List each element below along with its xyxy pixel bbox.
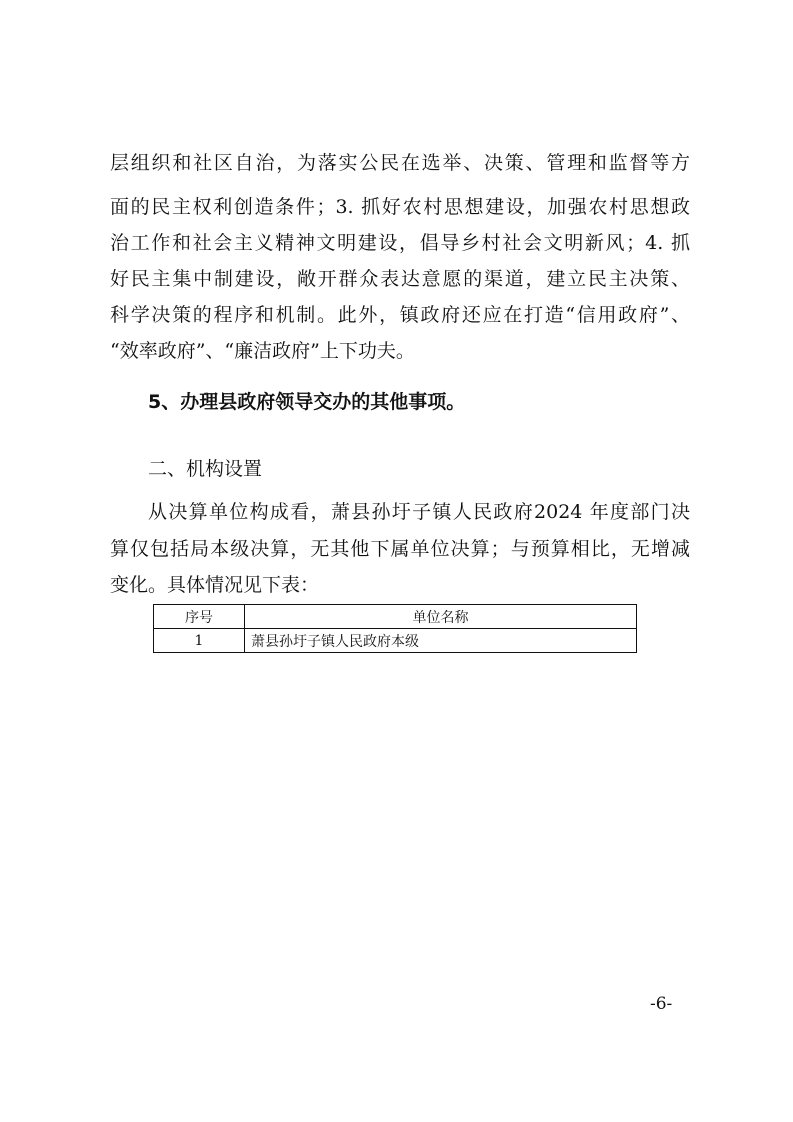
paragraph-line: 变化。具体情况见下表： bbox=[110, 574, 320, 596]
paragraph-line: 科学决策的程序和机制。此外，镇政府还应在打造“信用政府”、 bbox=[110, 304, 690, 326]
item-5-heading: 5、办理县政府领导交办的其他事项。 bbox=[148, 391, 466, 413]
paragraph-line: 面的民主权利创造条件；3. 抓好农村思想建设，加强农村思想政 bbox=[110, 196, 690, 218]
cell-index: 1 bbox=[154, 629, 245, 653]
paragraph-line: 算仅包括局本级决算，无其他下属单位决算；与预算相比，无增减 bbox=[110, 538, 690, 560]
table-row bbox=[154, 629, 637, 653]
paragraph-line: “效率政府”、“廉洁政府”上下功夫。 bbox=[110, 340, 415, 362]
column-header-index: 序号 bbox=[154, 605, 245, 629]
table-header-row bbox=[154, 605, 637, 629]
unit-table bbox=[153, 604, 637, 653]
paragraph-line: 层组织和社区自治，为落实公民在选举、决策、管理和监督等方 bbox=[110, 152, 690, 174]
page-number: -6- bbox=[650, 994, 673, 1014]
cell-unit-name: 萧县孙圩子镇人民政府本级 bbox=[245, 629, 637, 653]
paragraph-line: 从决算单位构成看，萧县孙圩子镇人民政府2024 年度部门决 bbox=[148, 501, 690, 523]
paragraph-line: 治工作和社会主义精神文明建设，倡导乡村社会文明新风；4. 抓 bbox=[110, 232, 690, 254]
paragraph-line: 好民主集中制建设，敞开群众表达意愿的渠道，建立民主决策、 bbox=[110, 268, 690, 290]
section-heading: 二、机构设置 bbox=[148, 458, 263, 480]
column-header-name: 单位名称 bbox=[245, 605, 637, 629]
